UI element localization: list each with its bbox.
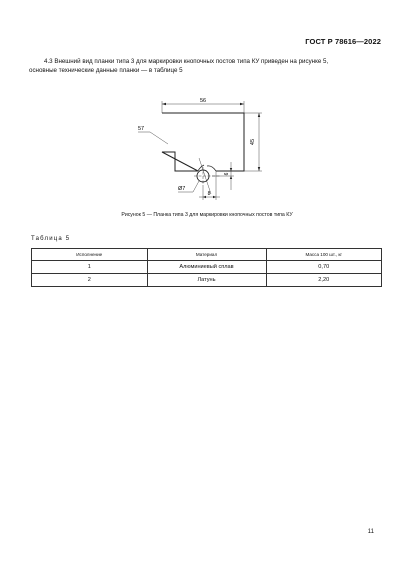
table-row bbox=[32, 274, 382, 287]
table-header-row bbox=[32, 249, 382, 261]
section-paragraph bbox=[29, 57, 384, 75]
cell-material: Латунь bbox=[147, 274, 266, 287]
cell-material: Алюминиевый сплав bbox=[147, 261, 266, 274]
table-row bbox=[32, 261, 382, 274]
dim-height-text: 45 bbox=[250, 138, 256, 146]
technical-drawing bbox=[120, 92, 300, 210]
plate-outline bbox=[162, 113, 244, 171]
cell-variant: 1 bbox=[32, 261, 148, 274]
notch-curve bbox=[207, 166, 216, 171]
standard-designation: ГОСТ Р 78616—2022 bbox=[305, 37, 381, 46]
cell-mass: 0,70 bbox=[266, 261, 382, 274]
dim-width-text: 56 bbox=[199, 98, 207, 104]
paragraph-line-2: основные технические данные планки — в таблице 5 bbox=[29, 67, 183, 74]
cell-mass: 2,20 bbox=[266, 274, 382, 287]
cell-variant: 2 bbox=[32, 274, 148, 287]
figure-caption: Рисунок 5 — Планка типа 3 для маркировки кнопочных постов типа КУ bbox=[121, 212, 293, 218]
table-label: Таблица 5 bbox=[31, 236, 71, 242]
spec-table bbox=[31, 248, 382, 287]
dim-8-text: 8 bbox=[207, 191, 211, 197]
header-material: Материал bbox=[147, 249, 266, 261]
dim-6-text: 6 bbox=[224, 172, 230, 176]
drawing-svg bbox=[120, 92, 300, 210]
dim-hole-text: Ø7 bbox=[178, 186, 186, 192]
header-mass: Масса 100 шт., кг bbox=[266, 249, 382, 261]
header-variant: Исполнение bbox=[32, 249, 148, 261]
page-number: 11 bbox=[367, 529, 374, 535]
paragraph-line-1: 4.3 Внешний вид планки типа 3 для маркировки кнопочных постов типа КУ приведен на рисунке 5, bbox=[44, 58, 329, 65]
label-57-text: 57 bbox=[138, 126, 145, 132]
